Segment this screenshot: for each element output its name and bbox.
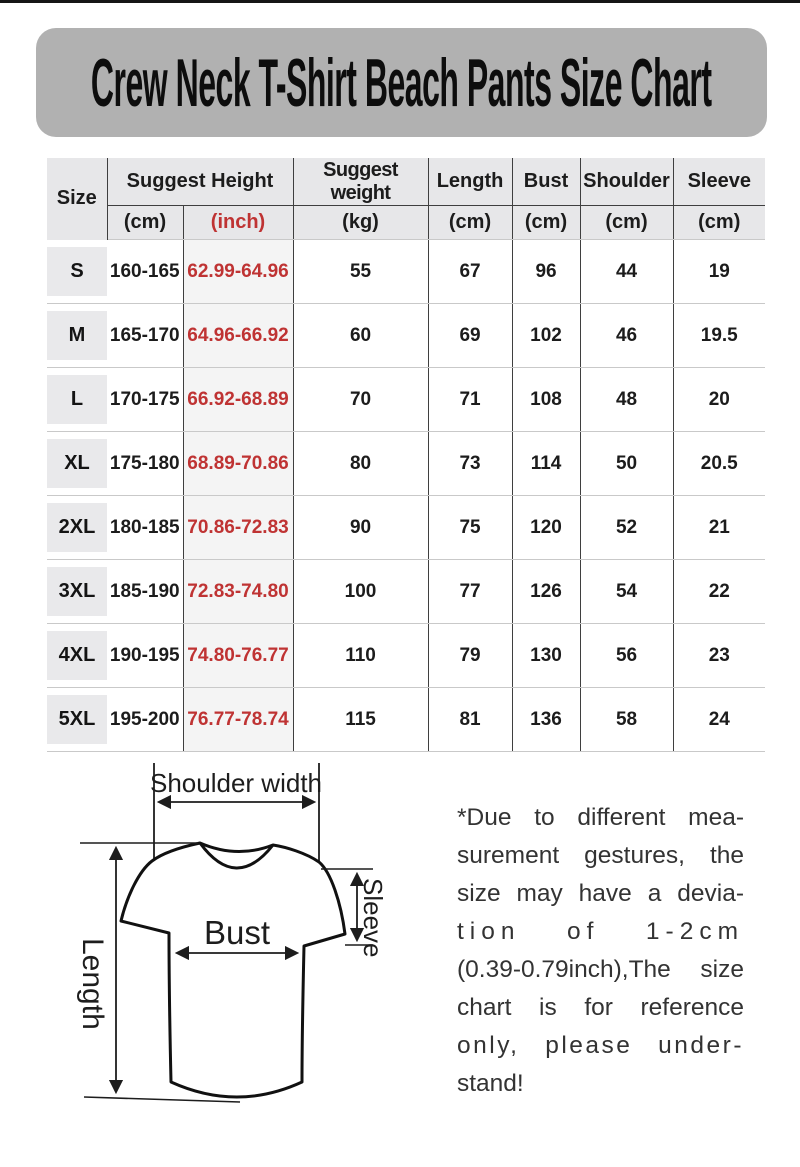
size-table bbox=[47, 158, 765, 752]
note-line: stand! bbox=[457, 1070, 524, 1097]
height-inch-cell: 76.77-78.74 bbox=[183, 688, 293, 752]
note-line: surement gestures, the bbox=[457, 842, 744, 869]
weight-cell: 80 bbox=[293, 432, 428, 496]
size-label: XL bbox=[47, 439, 107, 488]
height-inch-cell: 68.89-70.86 bbox=[183, 432, 293, 496]
shoulder-cell: 46 bbox=[580, 304, 673, 368]
unit-length-cm: (cm) bbox=[428, 206, 512, 240]
table-row bbox=[47, 688, 765, 752]
shoulder-cell: 52 bbox=[580, 496, 673, 560]
shoulder-cell: 54 bbox=[580, 560, 673, 624]
weight-cell: 90 bbox=[293, 496, 428, 560]
size-label: M bbox=[47, 311, 107, 360]
size-table-body bbox=[47, 240, 765, 752]
header-sleeve: Sleeve bbox=[673, 158, 765, 206]
size-cell bbox=[47, 304, 107, 368]
table-row bbox=[47, 560, 765, 624]
header-bust: Bust bbox=[512, 158, 580, 206]
height-inch-cell: 72.83-74.80 bbox=[183, 560, 293, 624]
height-inch-cell: 64.96-66.92 bbox=[183, 304, 293, 368]
length-bottom-line bbox=[84, 1097, 240, 1102]
sleeve-cell: 22 bbox=[673, 560, 765, 624]
top-border-line bbox=[0, 0, 800, 3]
page-title: Crew Neck T-Shirt Beach Pants Size Chart bbox=[91, 44, 712, 121]
bust-cell: 120 bbox=[512, 496, 580, 560]
table-row bbox=[47, 240, 765, 304]
shoulder-cell: 56 bbox=[580, 624, 673, 688]
size-cell bbox=[47, 624, 107, 688]
header-length: Length bbox=[428, 158, 512, 206]
weight-cell: 55 bbox=[293, 240, 428, 304]
size-cell bbox=[47, 688, 107, 752]
title-banner bbox=[36, 28, 767, 137]
size-label: 3XL bbox=[47, 567, 107, 616]
sleeve-label: Sleeve bbox=[358, 878, 388, 958]
weight-cell: 110 bbox=[293, 624, 428, 688]
bust-cell: 114 bbox=[512, 432, 580, 496]
shoulder-cell: 48 bbox=[580, 368, 673, 432]
size-cell bbox=[47, 432, 107, 496]
length-cell: 77 bbox=[428, 560, 512, 624]
bust-cell: 136 bbox=[512, 688, 580, 752]
size-table-header bbox=[47, 158, 765, 240]
size-cell bbox=[47, 496, 107, 560]
height-inch-cell: 62.99-64.96 bbox=[183, 240, 293, 304]
weight-cell: 100 bbox=[293, 560, 428, 624]
bust-cell: 96 bbox=[512, 240, 580, 304]
sleeve-cell: 23 bbox=[673, 624, 765, 688]
header-shoulder: Shoulder bbox=[580, 158, 673, 206]
weight-cell: 115 bbox=[293, 688, 428, 752]
height-cm-cell: 170-175 bbox=[107, 368, 183, 432]
table-row bbox=[47, 624, 765, 688]
bust-cell: 126 bbox=[512, 560, 580, 624]
tshirt-outline bbox=[121, 843, 345, 1097]
note-line: (0.39-0.79inch),The size bbox=[457, 956, 744, 983]
height-cm-cell: 195-200 bbox=[107, 688, 183, 752]
height-cm-cell: 165-170 bbox=[107, 304, 183, 368]
unit-sleeve-cm: (cm) bbox=[673, 206, 765, 240]
tshirt-measurement-diagram bbox=[35, 752, 465, 1127]
header-size: Size bbox=[47, 158, 107, 240]
shoulder-width-label: Shoulder width bbox=[150, 768, 322, 798]
shoulder-cell: 50 bbox=[580, 432, 673, 496]
weight-cell: 70 bbox=[293, 368, 428, 432]
size-label: 4XL bbox=[47, 631, 107, 680]
size-label: 5XL bbox=[47, 695, 107, 744]
length-cell: 67 bbox=[428, 240, 512, 304]
height-cm-cell: 180-185 bbox=[107, 496, 183, 560]
length-cell: 71 bbox=[428, 368, 512, 432]
sleeve-cell: 19.5 bbox=[673, 304, 765, 368]
table-row bbox=[47, 304, 765, 368]
bust-cell: 108 bbox=[512, 368, 580, 432]
table-row bbox=[47, 496, 765, 560]
unit-bust-cm: (cm) bbox=[512, 206, 580, 240]
height-cm-cell: 160-165 bbox=[107, 240, 183, 304]
bust-label: Bust bbox=[203, 914, 271, 951]
length-cell: 81 bbox=[428, 688, 512, 752]
length-cell: 75 bbox=[428, 496, 512, 560]
length-label: Length bbox=[76, 938, 109, 1030]
length-cell: 73 bbox=[428, 432, 512, 496]
weight-cell: 60 bbox=[293, 304, 428, 368]
header-suggest-height: Suggest Height bbox=[107, 158, 293, 206]
height-cm-cell: 175-180 bbox=[107, 432, 183, 496]
note-line: only, please under- bbox=[457, 1032, 744, 1059]
note-line: chart is for reference bbox=[457, 994, 744, 1021]
height-cm-cell: 185-190 bbox=[107, 560, 183, 624]
height-cm-cell: 190-195 bbox=[107, 624, 183, 688]
unit-height-inch: (inch) bbox=[183, 206, 293, 240]
size-label: L bbox=[47, 375, 107, 424]
bust-cell: 130 bbox=[512, 624, 580, 688]
size-cell bbox=[47, 560, 107, 624]
length-cell: 79 bbox=[428, 624, 512, 688]
unit-shoulder-cm: (cm) bbox=[580, 206, 673, 240]
height-inch-cell: 74.80-76.77 bbox=[183, 624, 293, 688]
table-row bbox=[47, 432, 765, 496]
size-label: S bbox=[47, 247, 107, 296]
bust-cell: 102 bbox=[512, 304, 580, 368]
sleeve-cell: 20 bbox=[673, 368, 765, 432]
sleeve-cell: 21 bbox=[673, 496, 765, 560]
size-label: 2XL bbox=[47, 503, 107, 552]
shoulder-cell: 44 bbox=[580, 240, 673, 304]
sleeve-cell: 19 bbox=[673, 240, 765, 304]
header-suggest-weight: Suggest weight bbox=[293, 158, 428, 206]
note-line: *Due to different mea- bbox=[457, 804, 744, 831]
unit-height-cm: (cm) bbox=[107, 206, 183, 240]
sleeve-cell: 20.5 bbox=[673, 432, 765, 496]
note-line: size may have a devia- bbox=[457, 880, 744, 907]
table-row bbox=[47, 368, 765, 432]
height-inch-cell: 70.86-72.83 bbox=[183, 496, 293, 560]
unit-weight-kg: (kg) bbox=[293, 206, 428, 240]
shoulder-cell: 58 bbox=[580, 688, 673, 752]
size-cell bbox=[47, 240, 107, 304]
length-cell: 69 bbox=[428, 304, 512, 368]
note-line: tion of 1-2cm bbox=[457, 918, 744, 945]
height-inch-cell: 66.92-68.89 bbox=[183, 368, 293, 432]
measurement-note bbox=[457, 799, 744, 1103]
sleeve-cell: 24 bbox=[673, 688, 765, 752]
size-cell bbox=[47, 368, 107, 432]
